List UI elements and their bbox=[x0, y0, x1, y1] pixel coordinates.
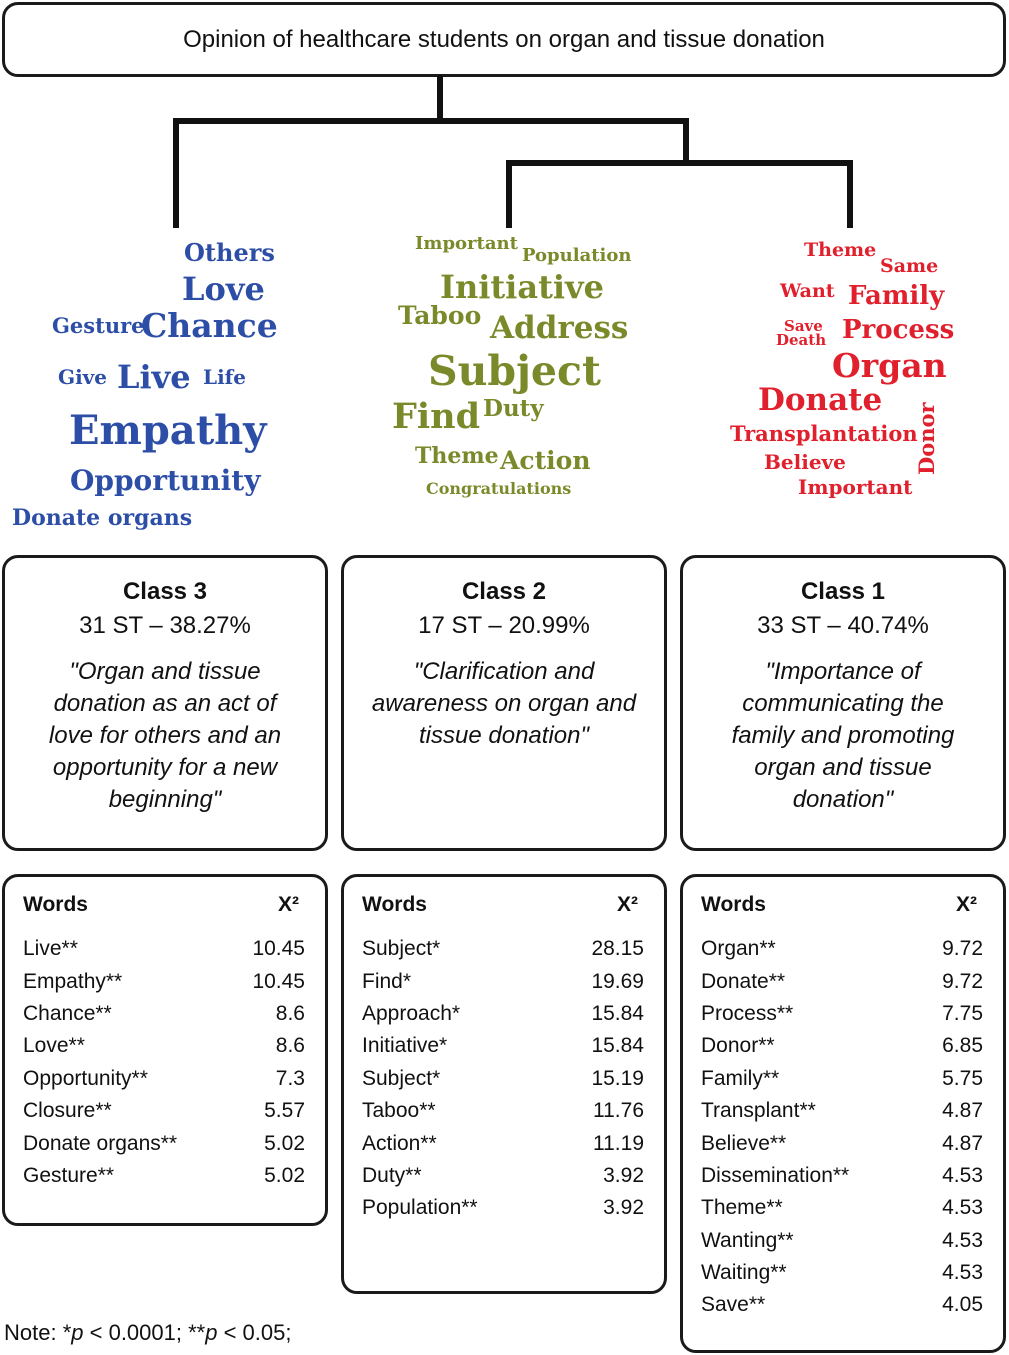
chi-square-cell: 3.92 bbox=[603, 1196, 644, 1220]
chi-square-cell: 28.15 bbox=[591, 937, 644, 961]
word-cell: Taboo** bbox=[362, 1099, 436, 1123]
table-row bbox=[701, 998, 991, 1030]
cloud-word: Important bbox=[415, 233, 518, 254]
word-cell: Theme** bbox=[701, 1196, 783, 1220]
cloud-word: Find bbox=[392, 396, 481, 437]
cloud-word: Save bbox=[784, 317, 823, 335]
word-cell: Transplant** bbox=[701, 1099, 816, 1123]
class1-word-table-box bbox=[680, 874, 1006, 1353]
word-cell: Subject* bbox=[362, 1066, 441, 1090]
chi-square-cell: 9.72 bbox=[942, 937, 983, 961]
table-row bbox=[701, 1063, 991, 1095]
table-row bbox=[23, 1063, 313, 1095]
class-title: Class 2 bbox=[461, 578, 547, 605]
chi-square-cell: 4.87 bbox=[942, 1131, 983, 1155]
footnote bbox=[4, 1320, 292, 1346]
chi-square-cell: 4.87 bbox=[942, 1099, 983, 1123]
cloud-word: Give bbox=[58, 365, 108, 389]
cloud-word: Chance bbox=[141, 306, 278, 345]
word-cloud-class1 bbox=[678, 225, 1008, 545]
cloud-word: Initiative bbox=[440, 268, 604, 306]
word-table bbox=[23, 891, 313, 1192]
table-row bbox=[701, 1257, 991, 1289]
word-table bbox=[701, 891, 991, 1322]
table-row bbox=[23, 965, 313, 997]
table-row bbox=[701, 1289, 991, 1321]
chi-square-cell: 6.85 bbox=[942, 1034, 983, 1058]
word-cloud-class3 bbox=[0, 225, 330, 545]
chi-square-cell: 4.53 bbox=[942, 1261, 983, 1285]
class2-word-table-box bbox=[341, 874, 667, 1294]
cloud-word: Donor bbox=[914, 402, 939, 475]
cloud-word: Duty bbox=[483, 395, 544, 422]
cloud-word: Donate organs bbox=[12, 505, 193, 531]
word-cell: Population** bbox=[362, 1196, 478, 1220]
word-cell: Action** bbox=[362, 1131, 437, 1155]
table-row bbox=[23, 1095, 313, 1127]
word-cell: Waiting** bbox=[701, 1261, 787, 1285]
table-row bbox=[23, 1127, 313, 1159]
header-words: Words bbox=[362, 893, 427, 916]
word-cell: Family** bbox=[701, 1066, 780, 1090]
chi-square-cell: 15.84 bbox=[591, 1001, 644, 1025]
cloud-word: Want bbox=[780, 280, 835, 302]
word-cell: Find* bbox=[362, 969, 412, 993]
table-row bbox=[362, 965, 652, 997]
table-row bbox=[23, 1160, 313, 1192]
table-row bbox=[23, 998, 313, 1030]
chi-square-cell: 8.6 bbox=[275, 1001, 305, 1025]
table-row bbox=[362, 933, 652, 965]
chi-square-cell: 19.69 bbox=[591, 969, 644, 993]
cloud-word: Believe bbox=[764, 450, 846, 474]
cloud-word: Opportunity bbox=[70, 464, 261, 497]
word-cell: Live** bbox=[23, 937, 78, 961]
chi-square-cell: 4.53 bbox=[942, 1196, 983, 1220]
word-cell: Empathy** bbox=[23, 969, 123, 993]
class-title: Class 1 bbox=[800, 578, 886, 605]
note-p-symbol: p bbox=[205, 1320, 218, 1345]
table-row bbox=[701, 965, 991, 997]
word-cell: Donate** bbox=[701, 969, 786, 993]
class-title: Class 3 bbox=[122, 578, 208, 605]
word-cell: Subject* bbox=[362, 937, 441, 961]
cloud-word: Transplantation bbox=[730, 421, 918, 446]
table-row bbox=[362, 998, 652, 1030]
chi-square-cell: 5.02 bbox=[264, 1163, 305, 1187]
diagram-title: Opinion of healthcare students on organ and tissue donation bbox=[183, 25, 825, 53]
chi-square-cell: 4.53 bbox=[942, 1163, 983, 1187]
cloud-word: Subject bbox=[428, 347, 601, 395]
word-cell: Gesture** bbox=[23, 1163, 115, 1187]
chi-square-cell: 7.75 bbox=[942, 1001, 983, 1025]
chi-square-cell: 9.72 bbox=[942, 969, 983, 993]
cloud-word: Life bbox=[203, 365, 246, 389]
cloud-word: Important bbox=[798, 475, 913, 499]
cloud-word: Population bbox=[522, 245, 632, 266]
word-cell: Approach* bbox=[362, 1001, 461, 1025]
class-stat: 17 ST – 20.99% bbox=[418, 612, 590, 639]
cloud-word: Others bbox=[184, 238, 275, 267]
cloud-word: Gesture bbox=[52, 313, 145, 338]
cloud-word: Taboo bbox=[398, 301, 482, 330]
word-cell: Believe** bbox=[701, 1131, 787, 1155]
word-cell: Love** bbox=[23, 1034, 85, 1058]
table-row bbox=[362, 1063, 652, 1095]
cloud-word: Action bbox=[500, 446, 591, 475]
cloud-word: Process bbox=[842, 315, 955, 345]
chi-square-cell: 15.84 bbox=[591, 1034, 644, 1058]
word-cell: Initiative* bbox=[362, 1034, 448, 1058]
chi-square-cell: 4.53 bbox=[942, 1228, 983, 1252]
chi-square-cell: 3.92 bbox=[603, 1163, 644, 1187]
chi-square-cell: 5.75 bbox=[942, 1066, 983, 1090]
class3-description-box bbox=[2, 555, 328, 851]
table-row bbox=[701, 1160, 991, 1192]
chi-square-cell: 11.76 bbox=[593, 1099, 644, 1123]
note-prefix: Note: * bbox=[4, 1320, 72, 1345]
table-row bbox=[23, 1030, 313, 1062]
cloud-word: Family bbox=[848, 281, 945, 311]
word-cell: Donate organs** bbox=[23, 1131, 178, 1155]
note-mid: < 0.0001; ** bbox=[83, 1320, 206, 1345]
cloud-word: Theme bbox=[804, 239, 877, 261]
table-row bbox=[701, 1192, 991, 1224]
cloud-word: Live bbox=[117, 358, 191, 396]
word-table bbox=[362, 891, 652, 1225]
class-quote: "Organ and tissue donation as an act of love for others and an opportunity for a new beginning" bbox=[48, 658, 282, 813]
table-row bbox=[362, 1030, 652, 1062]
word-cell: Organ** bbox=[701, 937, 776, 961]
class-quote: "Clarification and awareness on organ and tissue donation" bbox=[371, 658, 637, 749]
table-row bbox=[701, 1225, 991, 1257]
chi-square-cell: 11.19 bbox=[593, 1131, 644, 1155]
word-cell: Wanting** bbox=[701, 1228, 794, 1252]
word-cell: Opportunity** bbox=[23, 1066, 148, 1090]
cloud-word: Love bbox=[182, 270, 265, 308]
table-row bbox=[23, 933, 313, 965]
chi-square-cell: 15.19 bbox=[591, 1066, 644, 1090]
chi-square-cell: 4.05 bbox=[942, 1293, 983, 1317]
class3-word-table-box bbox=[2, 874, 328, 1226]
cloud-word: Organ bbox=[832, 346, 947, 385]
word-cell: Closure** bbox=[23, 1099, 112, 1123]
table-row bbox=[362, 1192, 652, 1224]
class1-description-box bbox=[680, 555, 1006, 851]
cloud-word: Same bbox=[880, 255, 939, 277]
class-stat: 33 ST – 40.74% bbox=[757, 612, 929, 639]
table-row bbox=[701, 933, 991, 965]
note-suffix: < 0.05; bbox=[217, 1320, 292, 1345]
class-stat: 31 ST – 38.27% bbox=[79, 612, 251, 639]
word-cell: Process** bbox=[701, 1001, 794, 1025]
chi-square-cell: 8.6 bbox=[275, 1034, 305, 1058]
chi-square-cell: 10.45 bbox=[252, 937, 305, 961]
header-chi-square: X² bbox=[278, 893, 299, 916]
table-row bbox=[362, 1095, 652, 1127]
cloud-word: Donate bbox=[758, 382, 883, 418]
cloud-word: Congratulations bbox=[426, 479, 572, 498]
word-cell: Save** bbox=[701, 1293, 766, 1317]
header-words: Words bbox=[701, 893, 766, 916]
cloud-word: Address bbox=[490, 310, 629, 346]
cloud-word: Empathy bbox=[69, 407, 267, 454]
word-cell: Donor** bbox=[701, 1034, 775, 1058]
word-cell: Duty** bbox=[362, 1163, 422, 1187]
table-row bbox=[701, 1127, 991, 1159]
header-words: Words bbox=[23, 893, 88, 916]
word-cloud-class2 bbox=[340, 225, 670, 545]
chi-square-cell: 5.57 bbox=[264, 1099, 305, 1123]
header-chi-square: X² bbox=[617, 893, 638, 916]
table-row bbox=[701, 1095, 991, 1127]
tree-connectors bbox=[0, 0, 1009, 230]
table-row bbox=[701, 1030, 991, 1062]
class-quote: "Importance of communicating the family and promoting organ and tissue donation" bbox=[731, 658, 955, 813]
chi-square-cell: 5.02 bbox=[264, 1131, 305, 1155]
cloud-word: Death bbox=[776, 331, 827, 349]
class2-description-box bbox=[341, 555, 667, 851]
note-p-symbol: p bbox=[71, 1320, 84, 1345]
word-cell: Dissemination** bbox=[701, 1163, 850, 1187]
chi-square-cell: 10.45 bbox=[252, 969, 305, 993]
cloud-word: Theme bbox=[415, 443, 499, 469]
header-chi-square: X² bbox=[956, 893, 977, 916]
table-row bbox=[362, 1160, 652, 1192]
chi-square-cell: 7.3 bbox=[275, 1066, 305, 1090]
table-row bbox=[362, 1127, 652, 1159]
word-cell: Chance** bbox=[23, 1001, 112, 1025]
